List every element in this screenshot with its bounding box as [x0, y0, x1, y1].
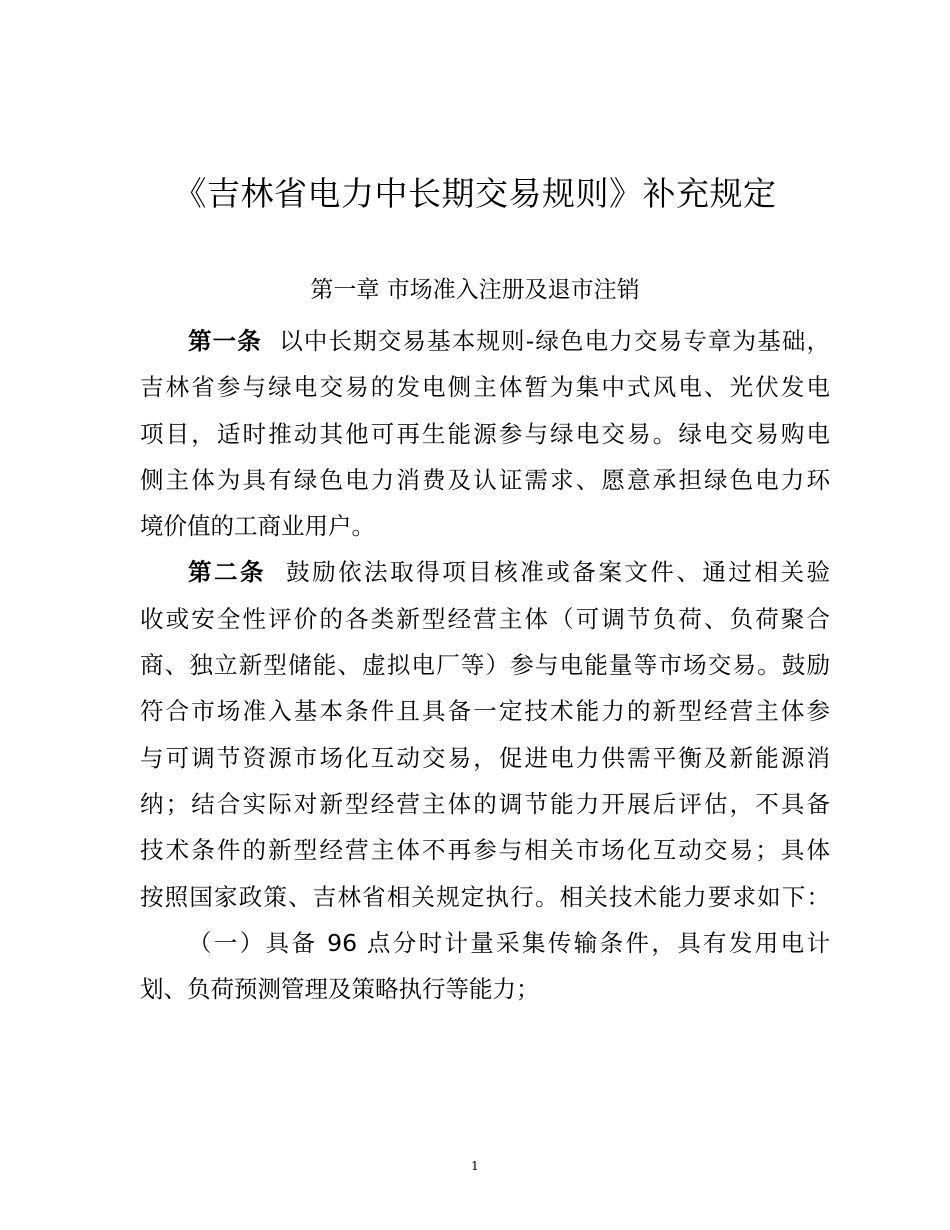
article-2-line-1: [140, 549, 830, 595]
item-1-line-1: （一）具备 96 点分时计量采集传输条件，具有发用电计: [188, 928, 830, 957]
article-2-line-5: 与可调节资源市场化互动交易，促进电力供需平衡及新能源消: [140, 743, 830, 772]
article-2-line-4: 符合市场准入基本条件且具备一定技术能力的新型经营主体参: [140, 697, 830, 726]
article-2-line-6: 纳；结合实际对新型经营主体的调节能力开展后评估，不具备: [140, 789, 830, 818]
article-1-line-3: 项目，适时推动其他可再生能源参与绿电交易。绿电交易购电: [140, 419, 830, 448]
page-number: 1: [471, 1159, 479, 1173]
article-2-line-3: 商、独立新型储能、虚拟电厂等）参与电能量等市场交易。鼓励: [140, 651, 830, 680]
article-2-line-8: 按照国家政策、吉林省相关规定执行。相关技术能力要求如下：: [140, 882, 830, 911]
document-title: 《吉林省电力中长期交易规则》补充规定: [173, 174, 777, 213]
article-1-line-1: [140, 318, 830, 364]
article-1-line-5: 境价值的工商业用户。: [140, 512, 375, 541]
article-1-line-2: 吉林省参与绿电交易的发电侧主体暂为集中式风电、光伏发电: [140, 373, 830, 402]
article-1: [140, 318, 830, 549]
chapter-heading: 第一章 市场准入注册及退市注销: [310, 277, 640, 303]
item-1-line-2: 划、负荷预测管理及策略执行等能力；: [140, 975, 540, 1004]
article-2-line-7: 技术条件的新型经营主体不再参与相关市场化互动交易；具体: [140, 836, 830, 865]
article-2-line-2: 收或安全性评价的各类新型经营主体（可调节负荷、负荷聚合: [140, 604, 830, 633]
article-1-number: 第一条: [188, 327, 262, 355]
article-1-line-4: 侧主体为具有绿色电力消费及认证需求、愿意承担绿色电力环: [140, 465, 830, 494]
document-body: [140, 318, 830, 1012]
article-2: [140, 549, 830, 919]
article-2-text: 鼓励依法取得项目核准或备案文件、通过相关验: [286, 558, 830, 587]
item-1: [140, 920, 830, 1013]
article-2-number: 第二条: [188, 558, 267, 587]
article-1-text: 以中长期交易基本规则-绿色电力交易专章为基础，: [279, 327, 830, 355]
